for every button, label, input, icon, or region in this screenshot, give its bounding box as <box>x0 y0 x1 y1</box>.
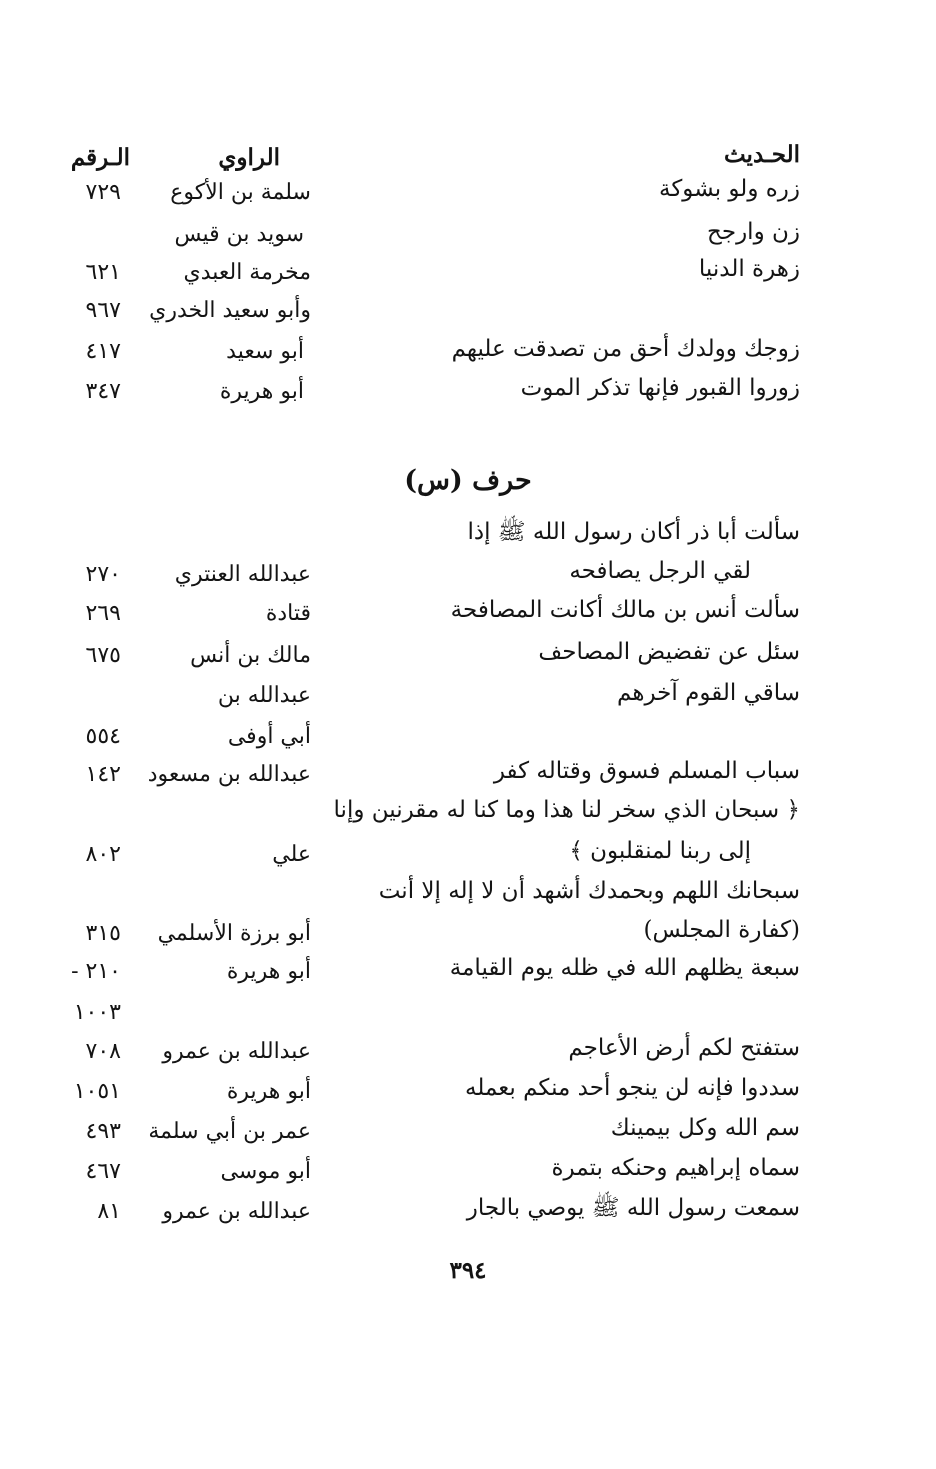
hadith-text: زره ولو بشوكة <box>659 176 800 202</box>
hadith-number: ٣١٥ <box>85 921 121 946</box>
header-hadith: الحـديث <box>723 141 800 168</box>
hadith-number: ٤٩٣ <box>85 1119 121 1144</box>
narrator-name: سويد بن قيس <box>174 222 304 247</box>
narrator-name: عبدالله بن <box>217 683 311 708</box>
header-narrator: الراوي <box>218 144 280 171</box>
hadith-text: سددوا فإنه لن ينجو أحد منكم بعمله <box>465 1075 800 1101</box>
hadith-number: ٤١٧ <box>85 339 121 364</box>
hadith-text: سبحانك اللهم وبحمدك أشهد أن لا إله إلا أنت <box>378 878 800 904</box>
hadith-text: لقي الرجل يصافحه <box>569 558 751 584</box>
hadith-text: زن وارجح <box>707 219 800 245</box>
narrator-name: عبدالله بن عمرو <box>162 1039 311 1064</box>
hadith-text: (كفارة المجلس) <box>643 917 800 943</box>
hadith-number: ٦٧٥ <box>85 643 121 668</box>
hadith-number: ٢٧٠ <box>85 562 121 587</box>
hadith-text: سألت أنس بن مالك أكانت المصافحة <box>450 597 800 623</box>
hadith-text: زوروا القبور فإنها تذكر الموت <box>520 375 800 401</box>
hadith-text: سم الله وكل بيمينك <box>610 1115 800 1141</box>
hadith-text: سئل عن تفضيض المصاحف <box>538 639 800 665</box>
narrator-name: علي <box>272 842 311 867</box>
hadith-text: إلى ربنا لمنقلبون ﴾ <box>569 838 751 864</box>
narrator-name: مخرمة العبدي <box>183 260 311 285</box>
hadith-number: ٧٠٨ <box>85 1039 121 1064</box>
hadith-text: سباب المسلم فسوق وقتاله كفر <box>493 758 800 784</box>
narrator-name: أبو هريرة <box>219 379 304 404</box>
hadith-number: ١٠٠٣ <box>73 1000 121 1025</box>
hadith-text: ستفتح لكم أرض الأعاجم <box>568 1035 800 1061</box>
hadith-number: ٩٦٧ <box>85 298 121 323</box>
narrator-name: أبو سعيد <box>226 339 304 364</box>
hadith-number: ٤٦٧ <box>85 1159 121 1184</box>
hadith-number: ١٤٢ <box>85 762 121 787</box>
hadith-text: سماه إبراهيم وحنكه بتمرة <box>551 1155 800 1181</box>
hadith-text: سألت أبا ذر أكان رسول الله ﷺ إذا <box>467 519 800 545</box>
narrator-name: أبي أوفى <box>227 724 311 749</box>
narrator-name: وأبو سعيد الخدري <box>149 298 311 323</box>
narrator-name: عبدالله بن مسعود <box>147 762 311 787</box>
header-number: الـرقم <box>70 144 130 171</box>
hadith-number: ٢١٠ - <box>71 959 121 984</box>
section-title: حرف (س) <box>404 465 532 496</box>
narrator-name: أبو برزة الأسلمي <box>157 921 311 946</box>
hadith-number: ٥٥٤ <box>85 724 121 749</box>
hadith-text: ﴿ سبحان الذي سخر لنا هذا وما كنا له مقرنين وإنا <box>333 797 800 823</box>
hadith-text: سمعت رسول الله ﷺ يوصي بالجار <box>466 1195 800 1221</box>
narrator-name: عبدالله بن عمرو <box>162 1199 311 1224</box>
hadith-number: ٢٦٩ <box>85 601 121 626</box>
hadith-number: ١٠٥١ <box>73 1079 121 1104</box>
narrator-name: أبو موسى <box>220 1159 311 1184</box>
narrator-name: مالك بن أنس <box>190 643 311 668</box>
hadith-number: ٦٢١ <box>85 260 121 285</box>
narrator-name: أبو هريرة <box>226 1079 311 1104</box>
hadith-text: سبعة يظلهم الله في ظله يوم القيامة <box>449 955 800 981</box>
hadith-text: زهرة الدنيا <box>698 256 800 282</box>
hadith-number: ٧٢٩ <box>85 180 121 205</box>
hadith-text: ساقي القوم آخرهم <box>617 680 800 706</box>
hadith-number: ٨٠٢ <box>85 842 121 867</box>
narrator-name: قتادة <box>265 601 311 626</box>
narrator-name: عمر بن أبي سلمة <box>148 1119 311 1144</box>
page-number: ٣٩٤ <box>449 1257 487 1284</box>
hadith-number: ٣٤٧ <box>85 379 121 404</box>
narrator-name: أبو هريرة <box>226 959 311 984</box>
hadith-number: ٨١ <box>97 1199 121 1224</box>
narrator-name: عبدالله العنتري <box>174 562 311 587</box>
narrator-name: سلمة بن الأكوع <box>170 180 311 205</box>
hadith-text: زوجك وولدك أحق من تصدقت عليهم <box>451 336 800 362</box>
